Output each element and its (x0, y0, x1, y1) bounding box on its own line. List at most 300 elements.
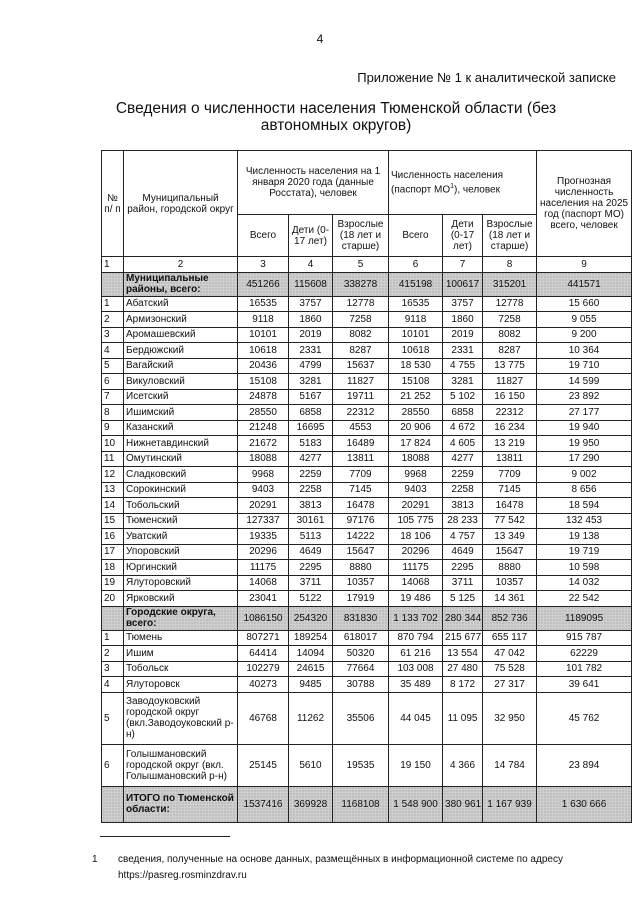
row-value: 14068 (238, 575, 289, 591)
row-value: 19 138 (537, 529, 632, 545)
document-title: Сведения о численности населения Тюменской области (без автономных округов) (115, 100, 557, 134)
row-value: 77664 (333, 661, 389, 677)
row-value: 11827 (333, 374, 389, 390)
row-name: Голышмановский городской округ (вкл. Голышмановский р-н) (124, 744, 238, 786)
row-value: 4649 (289, 544, 333, 560)
row-value: 20296 (238, 544, 289, 560)
row-value: 21 252 (389, 389, 443, 405)
row-value: 2258 (289, 482, 333, 498)
row-name: Аромашевский (124, 327, 238, 343)
row-value: 11 095 (443, 692, 483, 744)
row-value: 13 775 (483, 358, 537, 374)
row-value: 9 055 (537, 312, 632, 328)
row-value: 3757 (443, 296, 483, 312)
row-value: 30788 (333, 677, 389, 693)
row-value: 4277 (443, 451, 483, 467)
col-number: 3 (238, 257, 289, 273)
row-number: 1 (102, 630, 124, 646)
row-value: 10101 (238, 327, 289, 343)
row-number (102, 272, 124, 296)
row-value: 102279 (238, 661, 289, 677)
table-row (102, 630, 632, 646)
row-name: Викуловский (124, 374, 238, 390)
row-value: 9118 (389, 312, 443, 328)
row-value: 18 530 (389, 358, 443, 374)
row-value: 12778 (483, 296, 537, 312)
row-value: 27 177 (537, 405, 632, 421)
row-value: 215 677 (443, 630, 483, 646)
row-value: 11827 (483, 374, 537, 390)
row-value: 19 719 (537, 544, 632, 560)
header-passport-total: Всего (389, 215, 443, 257)
row-value: 6858 (289, 405, 333, 421)
footnote-mark: 1 (92, 854, 98, 865)
row-value: 24615 (289, 661, 333, 677)
row-name: Упоровский (124, 544, 238, 560)
row-number: 13 (102, 482, 124, 498)
row-name: Тюменский (124, 513, 238, 529)
municipal-total-label: Муниципальные районы, всего: (124, 272, 238, 296)
row-value: 32 950 (483, 692, 537, 744)
row-number: 10 (102, 436, 124, 452)
row-number: 6 (102, 744, 124, 786)
row-number: 20 (102, 591, 124, 607)
row-value: 9118 (238, 312, 289, 328)
col-number: 4 (289, 257, 333, 273)
row-value: 5610 (289, 744, 333, 786)
row-value: 2259 (289, 467, 333, 483)
header-passport-children: Дети (0-17 лет) (443, 215, 483, 257)
row-value: 44 045 (389, 692, 443, 744)
row-value: 13811 (333, 451, 389, 467)
row-value: 20291 (238, 498, 289, 514)
row-value: 2295 (289, 560, 333, 576)
row-value: 18 106 (389, 529, 443, 545)
row-value: 13 349 (483, 529, 537, 545)
population-table (101, 150, 632, 823)
row-value: 16535 (238, 296, 289, 312)
row-value: 46768 (238, 692, 289, 744)
row-value: 10 364 (537, 343, 632, 359)
row-value: 8082 (333, 327, 389, 343)
urban-total-value: 254320 (289, 606, 333, 630)
row-value: 14222 (333, 529, 389, 545)
table-row (102, 529, 632, 545)
row-value: 14 599 (537, 374, 632, 390)
row-value: 2295 (443, 560, 483, 576)
row-number: 14 (102, 498, 124, 514)
row-value: 11262 (289, 692, 333, 744)
row-value: 5 102 (443, 389, 483, 405)
row-value: 8880 (483, 560, 537, 576)
row-value: 19 486 (389, 591, 443, 607)
row-value: 9 002 (537, 467, 632, 483)
urban-total-value: 852 736 (483, 606, 537, 630)
col-number: 7 (443, 257, 483, 273)
header-passport-adults: Взрослые (18 лет и старше) (483, 215, 537, 257)
header-forecast: Прогнозная численность населения на 2025 год (паспорт МО) всего, человек (537, 151, 632, 257)
row-value: 16535 (389, 296, 443, 312)
row-value: 19535 (333, 744, 389, 786)
row-value: 22 542 (537, 591, 632, 607)
row-value: 4 672 (443, 420, 483, 436)
row-name: Нижнетавдинский (124, 436, 238, 452)
municipal-total-value: 338278 (333, 272, 389, 296)
row-value: 27 317 (483, 677, 537, 693)
row-number: 3 (102, 661, 124, 677)
row-number: 1 (102, 296, 124, 312)
row-value: 8 656 (537, 482, 632, 498)
row-value: 64414 (238, 646, 289, 662)
municipal-total-value: 415198 (389, 272, 443, 296)
grand-total-row (102, 786, 632, 822)
row-name: Ялуторовск (124, 677, 238, 693)
row-value: 618017 (333, 630, 389, 646)
row-value: 5 125 (443, 591, 483, 607)
row-name: Уватский (124, 529, 238, 545)
row-value: 7145 (483, 482, 537, 498)
row-value: 45 762 (537, 692, 632, 744)
row-value: 47 042 (483, 646, 537, 662)
row-value: 40273 (238, 677, 289, 693)
row-name: Ишимский (124, 405, 238, 421)
row-value: 11175 (238, 560, 289, 576)
row-name: Тобольск (124, 661, 238, 677)
row-value: 18088 (389, 451, 443, 467)
header-num: № п/ п (102, 151, 124, 257)
header-rosstat-group: Численность населения на 1 января 2020 года (данные Росстата), человек (238, 151, 389, 215)
row-number: 17 (102, 544, 124, 560)
row-value: 5122 (289, 591, 333, 607)
row-name: Ялуторовский (124, 575, 238, 591)
row-value: 17919 (333, 591, 389, 607)
table-row (102, 677, 632, 693)
footnote (92, 852, 612, 884)
table-row (102, 343, 632, 359)
row-value: 655 117 (483, 630, 537, 646)
row-value: 10101 (389, 327, 443, 343)
table-row (102, 498, 632, 514)
row-name: Казанский (124, 420, 238, 436)
row-value: 77 542 (483, 513, 537, 529)
row-value: 1860 (289, 312, 333, 328)
row-value: 75 528 (483, 661, 537, 677)
col-number: 1 (102, 257, 124, 273)
row-value: 11175 (389, 560, 443, 576)
row-value: 14094 (289, 646, 333, 662)
row-name: Тобольский (124, 498, 238, 514)
municipal-total-value: 115608 (289, 272, 333, 296)
row-value: 101 782 (537, 661, 632, 677)
row-value: 21672 (238, 436, 289, 452)
table-row (102, 327, 632, 343)
row-value: 4 366 (443, 744, 483, 786)
row-value: 2019 (443, 327, 483, 343)
row-value: 10 598 (537, 560, 632, 576)
row-name: Тюмень (124, 630, 238, 646)
table-row (102, 646, 632, 662)
table-row (102, 436, 632, 452)
row-value: 9968 (389, 467, 443, 483)
row-value: 20 906 (389, 420, 443, 436)
table-row (102, 513, 632, 529)
row-value: 50320 (333, 646, 389, 662)
row-value: 105 775 (389, 513, 443, 529)
row-value: 3757 (289, 296, 333, 312)
row-value: 28550 (389, 405, 443, 421)
row-value: 20296 (389, 544, 443, 560)
row-value: 62229 (537, 646, 632, 662)
row-value: 10618 (389, 343, 443, 359)
row-number: 4 (102, 677, 124, 693)
row-value: 2331 (443, 343, 483, 359)
row-value: 39 641 (537, 677, 632, 693)
header-rosstat-adults: Взрослые (18 лет и старше) (333, 215, 389, 257)
row-number: 6 (102, 374, 124, 390)
municipal-total-row (102, 272, 632, 296)
urban-total-label: Городские округа, всего: (124, 606, 238, 630)
grand-total-value: 1 630 666 (537, 786, 632, 822)
urban-total-row (102, 606, 632, 630)
row-name: Исетский (124, 389, 238, 405)
row-name: Армизонский (124, 312, 238, 328)
table-row (102, 296, 632, 312)
row-value: 25145 (238, 744, 289, 786)
row-value: 3813 (289, 498, 333, 514)
row-value: 12778 (333, 296, 389, 312)
row-value: 19 940 (537, 420, 632, 436)
grand-total-label: ИТОГО по Тюменской области: (124, 786, 238, 822)
grand-total-value: 1 167 939 (483, 786, 537, 822)
row-name: Юргинский (124, 560, 238, 576)
row-name: Вагайский (124, 358, 238, 374)
col-number: 5 (333, 257, 389, 273)
row-number: 2 (102, 646, 124, 662)
row-value: 15647 (483, 544, 537, 560)
row-value: 5167 (289, 389, 333, 405)
grand-total-value: 1168108 (333, 786, 389, 822)
row-value: 7258 (483, 312, 537, 328)
row-value: 16 150 (483, 389, 537, 405)
row-number: 5 (102, 692, 124, 744)
row-number: 9 (102, 420, 124, 436)
row-value: 15108 (238, 374, 289, 390)
table-row (102, 744, 632, 786)
row-value: 20291 (389, 498, 443, 514)
row-number: 18 (102, 560, 124, 576)
row-value: 10618 (238, 343, 289, 359)
row-value: 8 172 (443, 677, 483, 693)
urban-total-value: 1189095 (537, 606, 632, 630)
row-name: Ярковский (124, 591, 238, 607)
row-value: 5113 (289, 529, 333, 545)
row-value: 7145 (333, 482, 389, 498)
row-value: 5183 (289, 436, 333, 452)
row-number: 5 (102, 358, 124, 374)
row-number: 2 (102, 312, 124, 328)
appendix-note: Приложение № 1 к аналитической записке (357, 70, 616, 85)
row-value: 13 554 (443, 646, 483, 662)
row-value: 15 660 (537, 296, 632, 312)
row-value: 3281 (443, 374, 483, 390)
row-value: 16489 (333, 436, 389, 452)
header-passport-group: Численность населения (паспорт $МО^1$), человек (389, 151, 537, 215)
row-number: 15 (102, 513, 124, 529)
row-value: 127337 (238, 513, 289, 529)
row-value: 19335 (238, 529, 289, 545)
row-value: 14068 (389, 575, 443, 591)
footnote-divider (100, 836, 230, 837)
row-name: Омутинский (124, 451, 238, 467)
row-number: 7 (102, 389, 124, 405)
grand-total-value: 369928 (289, 786, 333, 822)
row-name: Ишим (124, 646, 238, 662)
row-value: 17 290 (537, 451, 632, 467)
grand-total-value: 1537416 (238, 786, 289, 822)
row-value: 61 216 (389, 646, 443, 662)
row-value: 97176 (333, 513, 389, 529)
municipal-total-value: 100617 (443, 272, 483, 296)
row-number: 16 (102, 529, 124, 545)
col-number: 6 (389, 257, 443, 273)
row-value: 17 824 (389, 436, 443, 452)
row-value: 4799 (289, 358, 333, 374)
row-value: 13 219 (483, 436, 537, 452)
table-row (102, 374, 632, 390)
table-body (102, 272, 632, 822)
header-rosstat-children: Дети (0-17 лет) (289, 215, 333, 257)
table-row (102, 405, 632, 421)
row-value: 22312 (333, 405, 389, 421)
header-district: Муниципальный район, городской округ (124, 151, 238, 257)
row-number: 4 (102, 343, 124, 359)
row-value: 9403 (389, 482, 443, 498)
table-row (102, 591, 632, 607)
table-row (102, 575, 632, 591)
row-value: 18088 (238, 451, 289, 467)
urban-total-value: 1086150 (238, 606, 289, 630)
row-value: 870 794 (389, 630, 443, 646)
row-name: Сладковский (124, 467, 238, 483)
row-value: 30161 (289, 513, 333, 529)
row-value: 28 233 (443, 513, 483, 529)
row-name: Абатский (124, 296, 238, 312)
col-number: 9 (537, 257, 632, 273)
page-number: 4 (316, 32, 324, 46)
row-number: 11 (102, 451, 124, 467)
footnote-url: https://pasreg.rosminzdrav.ru (118, 870, 247, 881)
table-row (102, 358, 632, 374)
row-value: 15108 (389, 374, 443, 390)
row-value: 23 892 (537, 389, 632, 405)
row-value: 35 489 (389, 677, 443, 693)
grand-total-value: 1 548 900 (389, 786, 443, 822)
row-value: 35506 (333, 692, 389, 744)
table-row (102, 312, 632, 328)
row-value: 9968 (238, 467, 289, 483)
column-numbers-row (102, 257, 632, 273)
municipal-total-value: 315201 (483, 272, 537, 296)
row-name: Заводоуковский городской округ (вкл.Заводоуковский р-н) (124, 692, 238, 744)
row-name: Сорокинский (124, 482, 238, 498)
row-value: 15637 (333, 358, 389, 374)
row-value: 27 480 (443, 661, 483, 677)
row-value: 23041 (238, 591, 289, 607)
municipal-total-value: 451266 (238, 272, 289, 296)
row-value: 4 605 (443, 436, 483, 452)
row-value: 4553 (333, 420, 389, 436)
row-value: 19 150 (389, 744, 443, 786)
table-row (102, 560, 632, 576)
row-value: 1860 (443, 312, 483, 328)
urban-total-value: 1 133 702 (389, 606, 443, 630)
row-value: 4649 (443, 544, 483, 560)
header-rosstat-total: Всего (238, 215, 289, 257)
row-value: 915 787 (537, 630, 632, 646)
row-value: 3813 (443, 498, 483, 514)
row-value: 8287 (483, 343, 537, 359)
table-row (102, 544, 632, 560)
row-number: 19 (102, 575, 124, 591)
row-value: 6858 (443, 405, 483, 421)
row-value: 4277 (289, 451, 333, 467)
row-number: 12 (102, 467, 124, 483)
table-row (102, 661, 632, 677)
col-number: 2 (124, 257, 238, 273)
row-value: 2258 (443, 482, 483, 498)
row-value: 24878 (238, 389, 289, 405)
row-value: 2019 (289, 327, 333, 343)
table-row (102, 482, 632, 498)
grand-total-value: 380 961 (443, 786, 483, 822)
row-number: 8 (102, 405, 124, 421)
row-value: 14 361 (483, 591, 537, 607)
row-value: 14 032 (537, 575, 632, 591)
row-value: 8880 (333, 560, 389, 576)
row-value: 10357 (483, 575, 537, 591)
urban-total-value: 280 344 (443, 606, 483, 630)
row-value: 4 757 (443, 529, 483, 545)
row-value: 7709 (483, 467, 537, 483)
row-value: 2259 (443, 467, 483, 483)
footnote-ref: 1 (450, 182, 455, 190)
row-value: 9 200 (537, 327, 632, 343)
footnote-text: сведения, полученные на основе данных, размещённых в информационной системе по адресу (118, 854, 563, 865)
table-row (102, 467, 632, 483)
row-value: 28550 (238, 405, 289, 421)
municipal-total-value: 441571 (537, 272, 632, 296)
row-value: 15647 (333, 544, 389, 560)
row-number (102, 606, 124, 630)
table-row (102, 692, 632, 744)
row-value: 13811 (483, 451, 537, 467)
row-value: 3711 (289, 575, 333, 591)
row-value: 23 894 (537, 744, 632, 786)
row-value: 16695 (289, 420, 333, 436)
row-name: Бердюжский (124, 343, 238, 359)
row-value: 103 008 (389, 661, 443, 677)
row-number (102, 786, 124, 822)
row-value: 9485 (289, 677, 333, 693)
row-value: 22312 (483, 405, 537, 421)
row-value: 10357 (333, 575, 389, 591)
row-value: 19711 (333, 389, 389, 405)
row-value: 189254 (289, 630, 333, 646)
row-value: 9403 (238, 482, 289, 498)
row-value: 21248 (238, 420, 289, 436)
row-value: 16 234 (483, 420, 537, 436)
row-value: 19 950 (537, 436, 632, 452)
